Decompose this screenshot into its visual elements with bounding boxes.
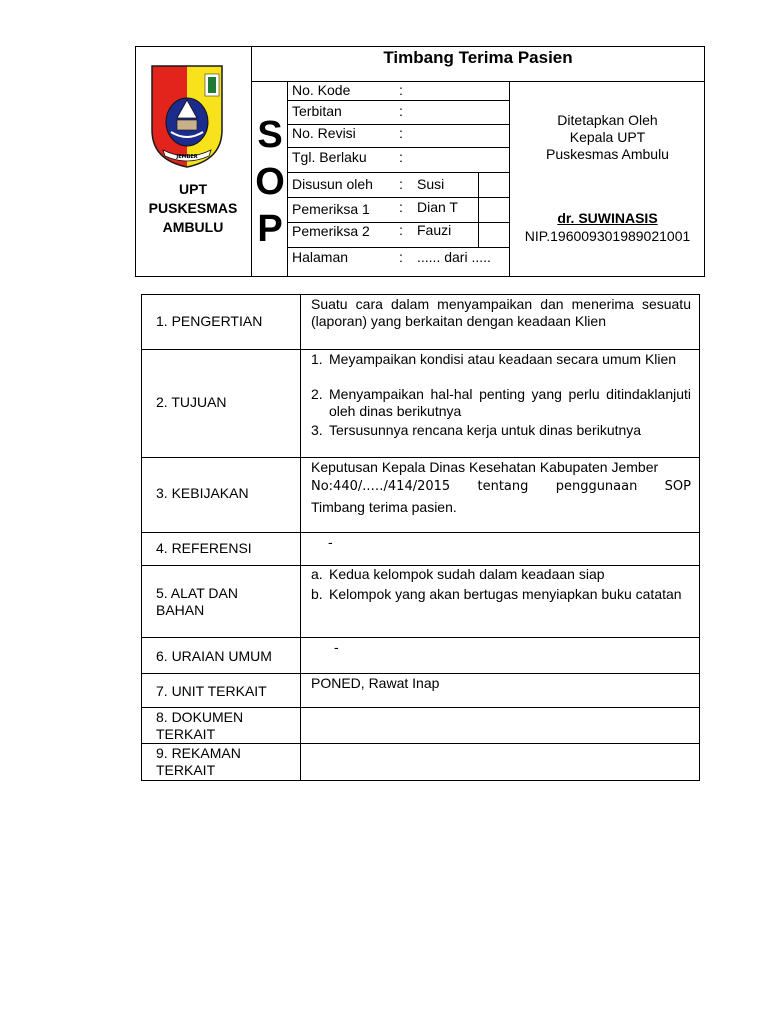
- section-label-dokumen-terkait: 8. DOKUMEN TERKAIT: [156, 709, 244, 742]
- header-divider: [287, 172, 509, 173]
- list-item-text: Tersusunnya rencana kerja untuk dinas berikutnya: [329, 422, 642, 438]
- logo-motto: JEMBER: [176, 154, 198, 160]
- list-item-letter: a.: [311, 566, 323, 582]
- signer-nip: NIP.196009301989021001: [524, 228, 691, 244]
- field-value-pemeriksa-1: Dian T: [417, 199, 458, 215]
- section-content-uraian-umum: -: [334, 639, 339, 655]
- field-label-kode: No. Kode: [292, 82, 351, 98]
- field-colon: :: [399, 249, 403, 265]
- field-colon: :: [399, 82, 403, 98]
- field-label-tgl-berlaku: Tgl. Berlaku: [292, 149, 367, 165]
- table-row-divider: [141, 707, 700, 708]
- header-divider: [287, 147, 509, 148]
- field-label-terbitan: Terbitan: [292, 103, 342, 119]
- section-label-alat-bahan: 5. ALAT DAN BAHAN: [156, 585, 238, 618]
- list-item: [311, 386, 691, 420]
- table-row-divider: [141, 673, 700, 674]
- list-item: [311, 566, 691, 583]
- section-content-kebijakan-line-2: No:440/..…/414/2015 tentang penggunaan SOP: [311, 479, 691, 494]
- field-colon: :: [399, 149, 403, 165]
- field-colon: :: [399, 222, 403, 238]
- list-item-letter: b.: [311, 586, 323, 602]
- header-divider: [287, 100, 509, 101]
- section-content-kebijakan-line-3: Timbang terima pasien.: [311, 499, 457, 515]
- signer-name: dr. SUWINASIS: [557, 210, 658, 226]
- field-label-revisi: No. Revisi: [292, 125, 356, 141]
- section-label-rekaman-terkait: 9. REKAMAN TERKAIT: [156, 745, 241, 778]
- field-colon: :: [399, 176, 403, 192]
- header-divider: [287, 247, 509, 248]
- section-label-referensi: 4. REFERENSI: [156, 540, 252, 556]
- approval-line-3: Puskesmas Ambulu: [546, 146, 669, 162]
- field-colon: :: [399, 125, 403, 141]
- sop-letter-s: S: [257, 114, 283, 156]
- field-label-halaman: Halaman: [292, 249, 349, 265]
- list-item-text: Menyampaikan hal-hal penting yang perlu ditindaklanjuti oleh dinas berikutnya: [329, 386, 691, 419]
- field-label-disusun: Disusun oleh: [292, 176, 373, 192]
- jember-regency-logo: [147, 60, 227, 170]
- table-row-divider: [141, 349, 700, 350]
- field-value-disusun: Susi: [417, 176, 445, 192]
- document-title: Timbang Terima Pasien: [383, 48, 573, 67]
- table-row-divider: [141, 457, 700, 458]
- field-label-pemeriksa-1: Pemeriksa 1: [292, 201, 370, 217]
- header-divider: [509, 81, 510, 277]
- section-content-unit-terkait: PONED, Rawat Inap: [311, 675, 440, 691]
- section-label-unit-terkait: 7. UNIT TERKAIT: [156, 683, 267, 699]
- list-item-number: 2.: [311, 386, 323, 402]
- table-row-divider: [141, 743, 700, 744]
- table-row-divider: [141, 532, 700, 533]
- list-item-text: Kelompok yang akan bertugas menyiapkan buku catatan: [329, 586, 682, 602]
- sop-letter-o: O: [255, 161, 285, 203]
- section-content-kebijakan-line-1: Keputusan Kepala Dinas Kesehatan Kabupaten Jember: [311, 459, 659, 475]
- organization-name: UPT PUSKESMAS AMBULU: [148, 181, 238, 235]
- list-item: [311, 351, 691, 368]
- table-row-divider: [141, 637, 700, 638]
- list-item-text: Kedua kelompok sudah dalam keadaan siap: [329, 566, 605, 582]
- approval-line-2: Kepala UPT: [569, 129, 646, 145]
- section-label-kebijakan: 3. KEBIJAKAN: [156, 485, 249, 501]
- list-item-text: Meyampaikan kondisi atau keadaan secara umum Klien: [329, 351, 677, 367]
- field-label-pemeriksa-2: Pemeriksa 2: [292, 223, 370, 239]
- field-value-halaman: ...... dari .....: [417, 249, 491, 265]
- section-label-pengertian: 1. PENGERTIAN: [156, 313, 263, 329]
- header-divider: [287, 197, 509, 198]
- section-content-referensi: -: [328, 534, 333, 550]
- approval-block: [510, 112, 705, 163]
- section-content-pengertian: Suatu cara dalam menyampaikan dan menerima sesuatu (laporan) yang berkaitan dengan keadaan Klien: [311, 296, 691, 329]
- list-item: [311, 586, 691, 603]
- field-colon: :: [399, 199, 403, 215]
- section-label-uraian-umum: 6. URAIAN UMUM: [156, 648, 272, 664]
- approval-line-1: Ditetapkan Oleh: [557, 112, 658, 128]
- section-label-tujuan: 2. TUJUAN: [156, 394, 227, 410]
- sop-letter-p: P: [257, 208, 283, 250]
- list-item: [311, 422, 691, 439]
- field-colon: :: [399, 103, 403, 119]
- list-item-number: 1.: [311, 351, 323, 367]
- field-value-pemeriksa-2: Fauzi: [417, 222, 452, 238]
- list-item-number: 3.: [311, 422, 323, 438]
- header-divider: [478, 172, 479, 247]
